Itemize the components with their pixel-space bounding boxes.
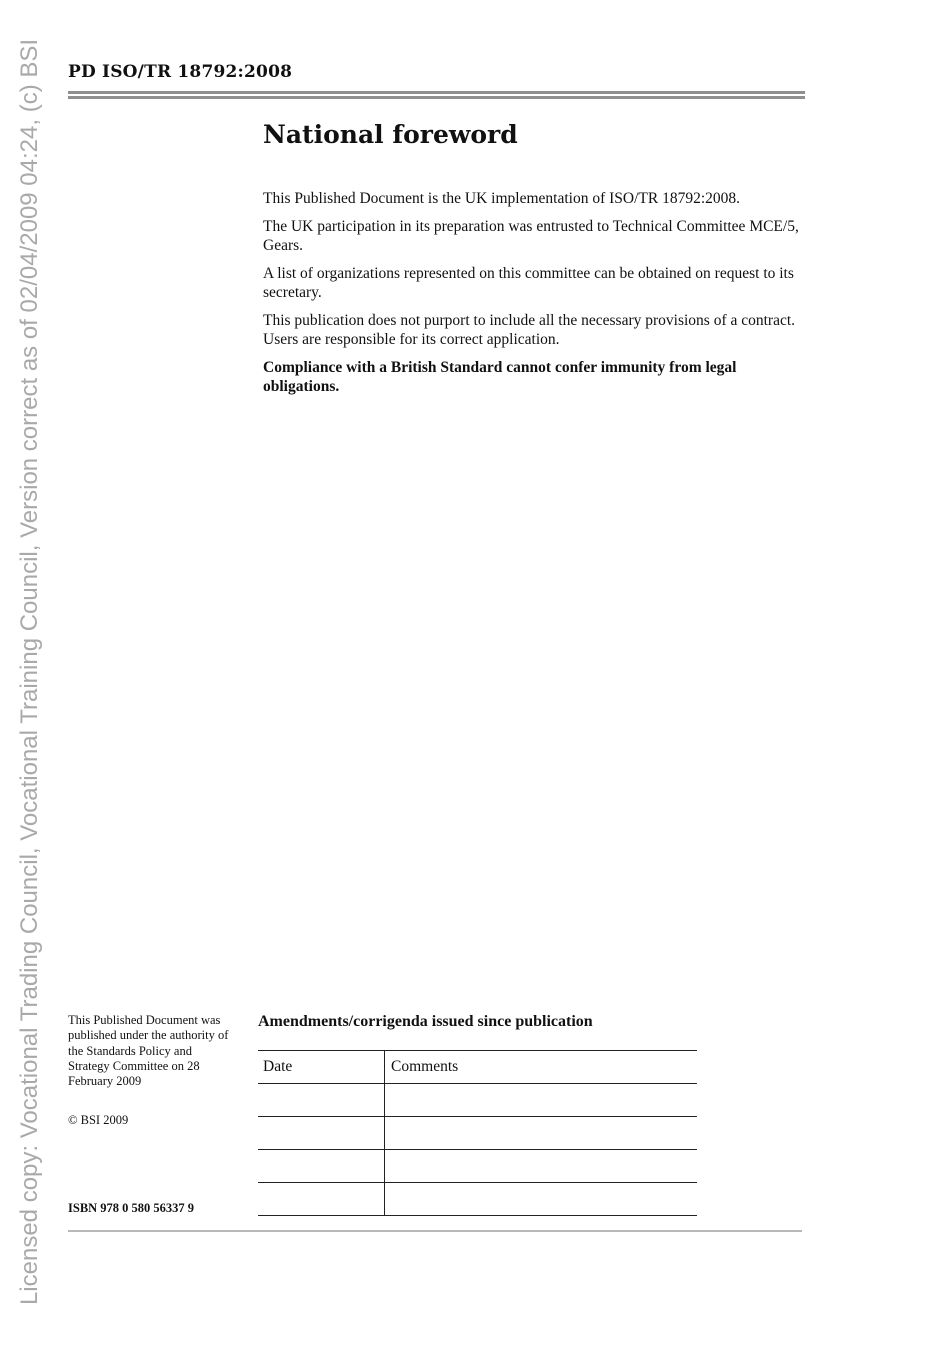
header-rule-top [68, 91, 805, 94]
publication-note: This Published Document was published under the authority of the Standards Policy and Strategy Committee on 28 February 2009 [68, 1013, 229, 1089]
page-title: National foreword [263, 120, 518, 149]
column-header-date: Date [258, 1051, 385, 1084]
table-cell-date [258, 1150, 385, 1183]
table-row [258, 1084, 697, 1117]
table-row [258, 1183, 697, 1216]
amendments-table [258, 1050, 697, 1216]
isbn: ISBN 978 0 580 56337 9 [68, 1201, 195, 1215]
table-cell-comments [385, 1150, 698, 1183]
license-watermark [0, 0, 60, 1345]
table-cell-comments [385, 1183, 698, 1216]
table-cell-comments [385, 1084, 698, 1117]
paragraph-participation: The UK participation in its preparation was entrusted to Technical Committee MCE/5, Gears. [263, 218, 799, 254]
paragraph-implementation: This Published Document is the UK implementation of ISO/TR 18792:2008. [263, 190, 741, 207]
paragraph-contract: This publication does not purport to include all the necessary provisions of a contract. Users are responsible for its correct application. [263, 312, 796, 348]
table-cell-date [258, 1084, 385, 1117]
table-row [258, 1117, 697, 1150]
amendments-heading: Amendments/corrigenda issued since publication [258, 1013, 593, 1030]
table-header-row [258, 1051, 697, 1084]
table-cell-date [258, 1183, 385, 1216]
footer-rule [68, 1230, 802, 1232]
document-identifier: PD ISO/TR 18792:2008 [68, 62, 293, 82]
paragraph-organizations: A list of organizations represented on this committee can be obtained on request to its secretary. [263, 265, 794, 301]
copyright-notice: © BSI 2009 [68, 1113, 129, 1127]
header-rule-bottom [68, 96, 805, 99]
foreword-body [263, 189, 803, 405]
compliance-note: Compliance with a British Standard cannot confer immunity from legal obligations. [263, 359, 737, 395]
table-cell-comments [385, 1117, 698, 1150]
table-cell-date [258, 1117, 385, 1150]
table-row [258, 1150, 697, 1183]
license-watermark-text: Licensed copy: Vocational Trading Council, Vocational Training Council, Version correct as of 02/04/2009 04:24, (c) BSI [16, 38, 43, 1306]
column-header-comments: Comments [385, 1051, 698, 1084]
